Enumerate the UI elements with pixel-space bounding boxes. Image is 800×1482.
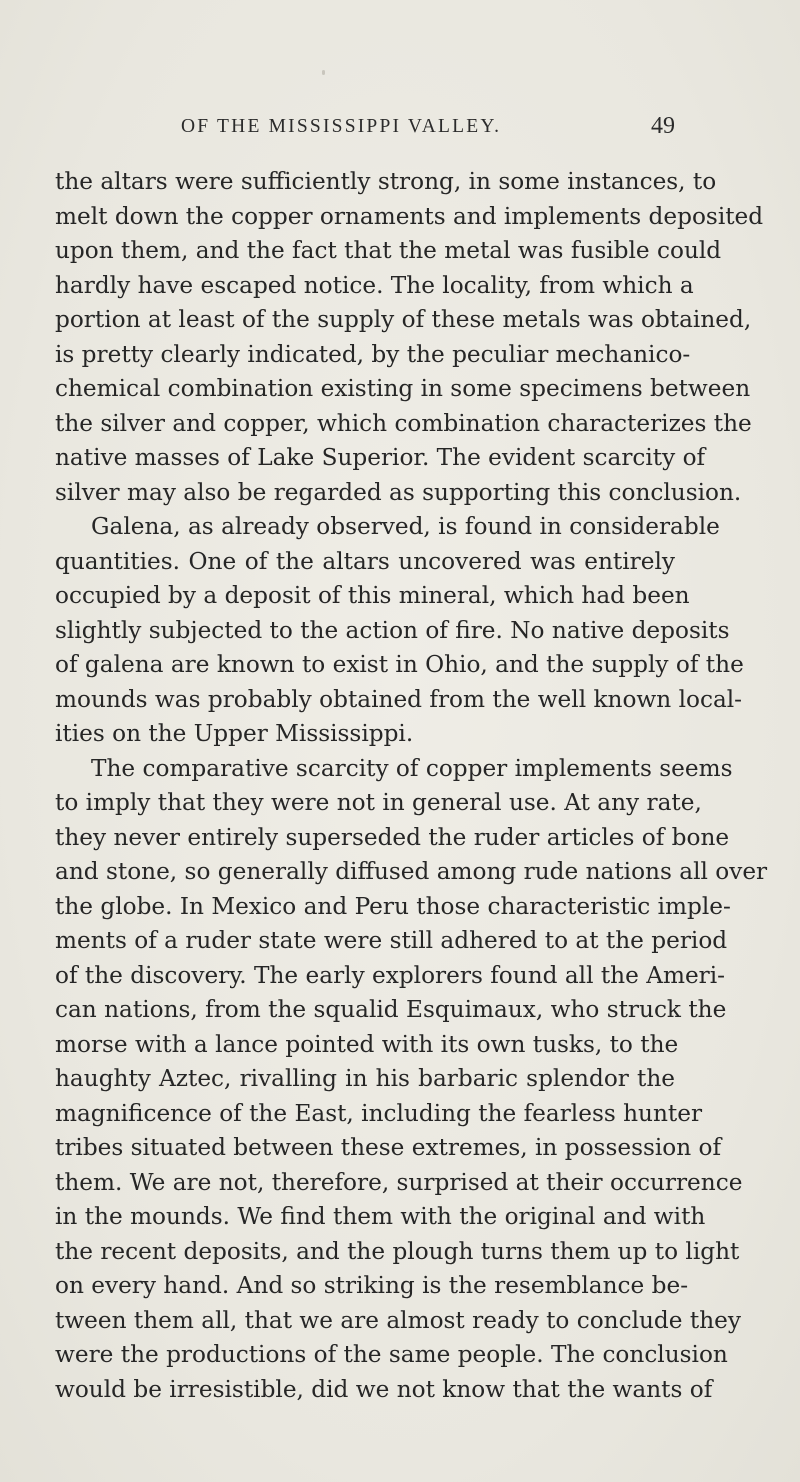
- text-line: ments of a ruder state were still adhered to at the period: [55, 927, 728, 954]
- text-line: the altars were sufficiently strong, in some instances, to: [55, 168, 717, 195]
- text-line: of galena are known to exist in Ohio, and the supply of the: [55, 651, 744, 678]
- paper-speck: [322, 70, 325, 75]
- text-line: of the discovery. The early explorers found all the Ameri-: [55, 961, 726, 989]
- text-line: the globe. In Mexico and Peru those characteristic imple-: [55, 892, 731, 920]
- text-line: the recent deposits, and the plough turns them up to light: [55, 1237, 740, 1265]
- page-header: [55, 113, 675, 146]
- text-line: quantities. One of the altars uncovered was entirely: [55, 547, 675, 575]
- text-line: can nations, from the squalid Esquimaux, who struck the: [55, 996, 727, 1023]
- text-line: ities on the Upper Mississippi.: [55, 720, 414, 747]
- text-line: upon them, and the fact that the metal was fusible could: [55, 237, 722, 264]
- text-line: would be irresistible, did we not know that the wants of: [55, 1375, 713, 1403]
- text-line: in the mounds. We find them with the original and with: [55, 1203, 706, 1230]
- text-line: chemical combination existing in some specimens between: [55, 375, 751, 402]
- text-line: portion at least of the supply of these metals was obtained,: [55, 306, 752, 333]
- text-line: to imply that they were not in general use. At any rate,: [55, 789, 702, 816]
- text-line: were the productions of the same people. The conclusion: [55, 1341, 728, 1368]
- text-line: slightly subjected to the action of fire. No native deposits: [55, 616, 730, 644]
- text-line: tween them all, that we are almost ready to conclude they: [55, 1306, 741, 1334]
- text-line: and stone, so generally diffused among rude nations all over: [55, 858, 768, 885]
- text-line: melt down the copper ornaments and implements deposited: [55, 202, 764, 230]
- text-line: tribes situated between these extremes, in possession of: [55, 1134, 722, 1161]
- paragraph-start-line: Galena, as already observed, is found in considerable: [91, 513, 720, 540]
- running-title: OF THE MISSISSIPPI VALLEY.: [181, 116, 502, 137]
- paragraph-start-line: The comparative scarcity of copper implements seems: [91, 754, 733, 782]
- text-line: silver may also be regarded as supporting this conclusion.: [55, 478, 742, 506]
- text-line: native masses of Lake Superior. The evident scarcity of: [55, 444, 706, 471]
- text-line: hardly have escaped notice. The locality, from which a: [55, 271, 694, 299]
- text-line: magnificence of the East, including the fearless hunter: [55, 1099, 703, 1127]
- text-line: morse with a lance pointed with its own tusks, to the: [55, 1030, 679, 1058]
- text-line: them. We are not, therefore, surprised at their occurrence: [55, 1168, 743, 1196]
- text-line: haughty Aztec, rivalling in his barbaric splendor the: [55, 1065, 675, 1092]
- text-line: on every hand. And so striking is the resemblance be-: [55, 1272, 689, 1299]
- page-number: 49: [651, 113, 675, 139]
- text-line: the silver and copper, which combination characterizes the: [55, 409, 752, 437]
- text-line: they never entirely superseded the ruder articles of bone: [55, 823, 730, 851]
- text-line: mounds was probably obtained from the well known local-: [55, 685, 743, 713]
- body-text: [55, 165, 768, 1407]
- text-line: is pretty clearly indicated, by the peculiar mechanico-: [55, 340, 691, 368]
- text-line: occupied by a deposit of this mineral, which had been: [55, 582, 690, 609]
